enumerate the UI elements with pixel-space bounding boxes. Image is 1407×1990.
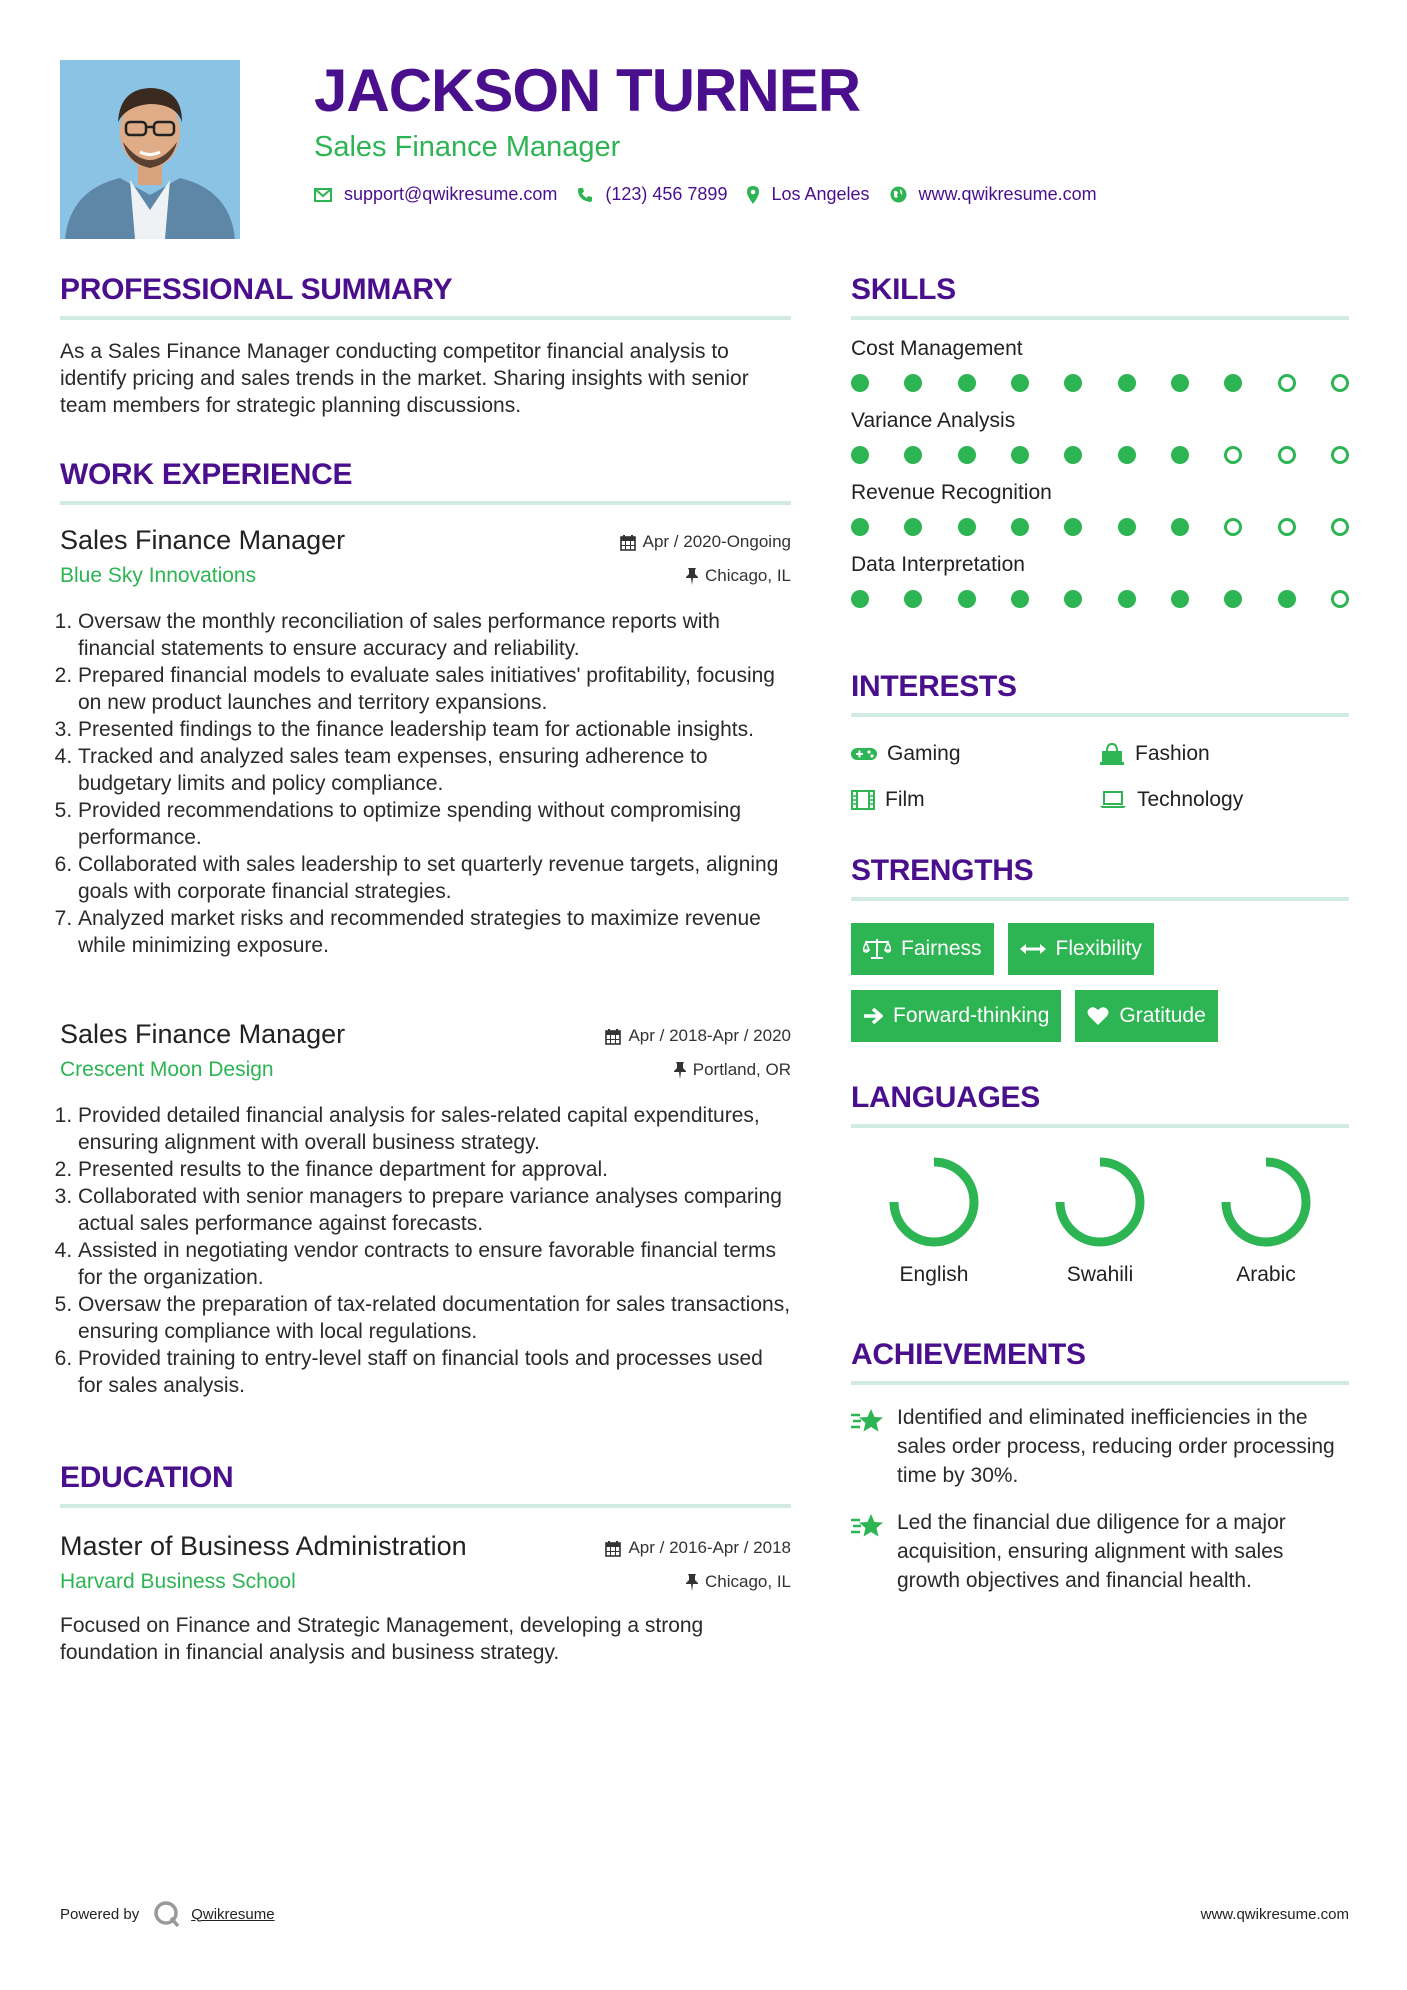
location-text: Los Angeles <box>771 184 870 204</box>
job-entry <box>60 524 791 959</box>
skill-dot-filled <box>1224 590 1242 608</box>
job-company: Blue Sky Innovations <box>60 564 257 587</box>
interest-item <box>851 787 1099 813</box>
interest-item <box>1099 787 1349 813</box>
education-location <box>686 1572 791 1592</box>
skill-dot-empty <box>1331 590 1349 608</box>
duty-item: 1. Oversaw the monthly reconciliation of sales performance reports with financial statements to ensure accuracy and reliability. <box>78 608 791 662</box>
skill-dot-empty <box>1224 518 1242 536</box>
language-item <box>1017 1154 1183 1288</box>
language-label: Swahili <box>1066 1263 1134 1286</box>
duty-item: 3. Presented findings to the finance leadership team for actionable insights. <box>78 716 791 743</box>
duty-item: 6. Collaborated with sales leadership to set quarterly revenue targets, aligning goals with corporate financial strategies. <box>78 851 791 905</box>
skill-dot-empty <box>1278 446 1296 464</box>
strength-label: Flexibility <box>1055 937 1142 960</box>
map-marker-icon <box>747 186 759 204</box>
achievements-heading: ACHIEVEMENTS <box>851 1338 1086 1371</box>
skill-dot-empty <box>1331 374 1349 392</box>
skill-dot-filled <box>851 374 869 392</box>
footer-branding <box>60 1900 275 1928</box>
interest-item <box>851 741 1099 767</box>
job-company: Crescent Moon Design <box>60 1058 274 1081</box>
interest-label: Gaming <box>887 742 961 765</box>
skill-rating <box>851 374 1349 392</box>
calendar-icon <box>620 534 636 551</box>
skill-dot-filled <box>1011 374 1029 392</box>
education-description: Focused on Finance and Strategic Management, developing a strong foundation in financial analysis and business strategy. <box>60 1614 704 1664</box>
skill-dot-filled <box>958 446 976 464</box>
degree-title: Master of Business Administration <box>60 1531 467 1561</box>
skill-rating <box>851 446 1349 464</box>
interest-item <box>1099 741 1349 767</box>
star-icon <box>851 1407 885 1435</box>
skill-dot-filled <box>851 446 869 464</box>
skill-dot-filled <box>1118 590 1136 608</box>
language-label: Arabic <box>1236 1263 1296 1286</box>
duty-item: 4. Assisted in negotiating vendor contracts to ensure favorable financial terms for the organization. <box>78 1237 791 1291</box>
interest-label: Film <box>885 788 925 811</box>
section-divider <box>60 501 791 505</box>
section-divider <box>851 1381 1349 1385</box>
education-date <box>605 1538 791 1558</box>
skill-dot-filled <box>1064 518 1082 536</box>
job-duties <box>60 608 791 959</box>
section-divider <box>851 897 1349 901</box>
laptop-icon <box>1099 791 1127 809</box>
skill-dot-filled <box>1011 446 1029 464</box>
duty-item: 1. Provided detailed financial analysis for sales-related capital expenditures, ensuring alignment with overall business strategy. <box>78 1102 791 1156</box>
contact-phone[interactable] <box>577 184 727 205</box>
qwikresume-link[interactable]: Qwikresume <box>191 1905 275 1923</box>
skill-dot-filled <box>1064 446 1082 464</box>
duty-item: 7. Analyzed market risks and recommended strategies to maximize revenue while minimizing exposure. <box>78 905 791 959</box>
school-name: Harvard Business School <box>60 1570 296 1593</box>
skill-name: Data Interpretation <box>851 553 1025 576</box>
job-duties <box>60 1102 791 1399</box>
profile-photo <box>60 60 240 239</box>
skill-dot-filled <box>904 374 922 392</box>
strength-tag <box>851 990 1061 1042</box>
interest-label: Technology <box>1137 788 1244 811</box>
duty-item: 3. Collaborated with senior managers to prepare variance analyses comparing actual sales performance against forecasts. <box>78 1183 791 1237</box>
job-location-text: Chicago, IL <box>705 566 791 585</box>
language-proficiency-ring <box>1218 1154 1314 1250</box>
website-text: www.qwikresume.com <box>918 184 1097 204</box>
skill-dot-filled <box>1171 374 1189 392</box>
achievement-item <box>851 1508 1349 1595</box>
skill-item <box>851 480 1349 536</box>
candidate-name: JACKSON TURNER <box>314 57 861 124</box>
strength-tag <box>851 923 994 975</box>
candidate-title: Sales Finance Manager <box>314 131 621 163</box>
skill-dot-filled <box>1278 590 1296 608</box>
skills-heading: SKILLS <box>851 273 956 306</box>
skill-dot-filled <box>1171 590 1189 608</box>
section-divider <box>60 316 791 320</box>
summary-text: As a Sales Finance Manager conducting competitor financial analysis to identify pricing and sales trends in the market. Sharing insights with senior team members for strategic planning discussions. <box>60 340 749 417</box>
pushpin-icon <box>686 568 698 585</box>
job-title: Sales Finance Manager <box>60 525 346 555</box>
experience-heading: WORK EXPERIENCE <box>60 458 353 491</box>
skills-section <box>851 272 1349 608</box>
skill-dot-filled <box>1171 446 1189 464</box>
globe-icon <box>890 186 907 203</box>
star-icon <box>851 1512 885 1540</box>
duty-item: 2. Prepared financial models to evaluate sales initiatives' profitability, focusing on new product launches and territory expansions. <box>78 662 791 716</box>
job-location <box>674 1060 791 1080</box>
language-progress-arc <box>1060 1162 1140 1242</box>
interest-label: Fashion <box>1135 742 1210 765</box>
job-title: Sales Finance Manager <box>60 1019 346 1049</box>
education-date-text: Apr / 2016-Apr / 2018 <box>628 1538 791 1557</box>
skill-dot-filled <box>1064 374 1082 392</box>
calendar-icon <box>605 1540 621 1557</box>
contact-website[interactable] <box>890 184 1097 205</box>
gamepad-icon <box>851 746 877 762</box>
skill-dot-filled <box>1064 590 1082 608</box>
languages-section <box>851 1080 1349 1288</box>
skill-dot-filled <box>958 590 976 608</box>
job-date <box>620 532 791 552</box>
film-icon <box>851 790 875 810</box>
skill-dot-filled <box>958 374 976 392</box>
strength-label: Fairness <box>901 937 982 960</box>
skill-dot-filled <box>1118 446 1136 464</box>
resume-header <box>314 58 1354 205</box>
education-heading: EDUCATION <box>60 1461 234 1494</box>
language-progress-arc <box>894 1162 974 1242</box>
skill-name: Variance Analysis <box>851 409 1016 432</box>
duty-item: 5. Oversaw the preparation of tax-related documentation for sales transactions, ensuring compliance with local regulations. <box>78 1291 791 1345</box>
skill-dot-filled <box>1224 374 1242 392</box>
balance-scale-icon <box>863 938 891 960</box>
skill-dot-filled <box>851 518 869 536</box>
skill-rating <box>851 590 1349 608</box>
skill-dot-empty <box>1278 518 1296 536</box>
skill-dot-filled <box>1011 590 1029 608</box>
language-progress-arc <box>1226 1162 1306 1242</box>
job-date <box>605 1026 791 1046</box>
experience-section <box>60 457 791 505</box>
summary-heading: PROFESSIONAL SUMMARY <box>60 273 453 306</box>
skill-item <box>851 552 1349 608</box>
duty-item: 4. Tracked and analyzed sales team expenses, ensuring adherence to budgetary limits and policy compliance. <box>78 743 791 797</box>
language-item <box>851 1154 1017 1288</box>
skill-dot-empty <box>1278 374 1296 392</box>
education-location-text: Chicago, IL <box>705 1572 791 1591</box>
skill-dot-empty <box>1224 446 1242 464</box>
summary-section <box>60 272 791 419</box>
job-entry <box>60 1018 791 1399</box>
pushpin-icon <box>674 1062 686 1079</box>
skill-dot-filled <box>904 446 922 464</box>
skill-dot-filled <box>1171 518 1189 536</box>
achievements-section <box>851 1337 1349 1595</box>
pushpin-icon <box>686 1574 698 1591</box>
phone-icon <box>577 187 593 203</box>
duty-item: 2. Presented results to the finance department for approval. <box>78 1156 791 1183</box>
skill-rating <box>851 518 1349 536</box>
strengths-heading: STRENGTHS <box>851 854 1034 887</box>
contact-location <box>747 184 869 205</box>
contact-email[interactable] <box>314 184 557 205</box>
skill-dot-filled <box>1118 374 1136 392</box>
qwikresume-logo-icon <box>153 1900 181 1928</box>
skill-dot-filled <box>851 590 869 608</box>
strength-label: Gratitude <box>1119 1004 1206 1027</box>
languages-heading: LANGUAGES <box>851 1081 1040 1114</box>
section-divider <box>851 1124 1349 1128</box>
heart-icon <box>1087 1006 1109 1026</box>
strength-label: Forward-thinking <box>893 1004 1050 1027</box>
language-item <box>1183 1154 1349 1288</box>
phone-text: (123) 456 7899 <box>605 184 728 204</box>
powered-by-label: Powered by <box>60 1905 140 1923</box>
strength-tag <box>1075 990 1217 1042</box>
achievement-text: Led the financial due diligence for a major acquisition, ensuring alignment with sales growth objectives and financial health. <box>897 1511 1286 1592</box>
language-label: English <box>899 1263 969 1286</box>
footer-website[interactable]: www.qwikresume.com <box>1200 1906 1349 1923</box>
duty-item: 5. Provided recommendations to optimize spending without compromising performance. <box>78 797 791 851</box>
interests-heading: INTERESTS <box>851 670 1017 703</box>
duty-item: 6. Provided training to entry-level staff on financial tools and processes used for sales analysis. <box>78 1345 791 1399</box>
calendar-icon <box>605 1028 621 1045</box>
envelope-icon <box>314 188 332 202</box>
skill-item <box>851 408 1349 464</box>
achievement-text: Identified and eliminated inefficiencies in the sales order process, reducing order processing time by 30%. <box>897 1406 1335 1487</box>
language-proficiency-ring <box>1052 1154 1148 1250</box>
education-section <box>60 1460 791 1666</box>
job-date-text: Apr / 2020-Ongoing <box>642 532 791 551</box>
email-text: support@qwikresume.com <box>344 184 558 204</box>
interests-section <box>851 669 1349 813</box>
strength-tag <box>1008 923 1154 975</box>
skill-dot-filled <box>958 518 976 536</box>
job-date-text: Apr / 2018-Apr / 2020 <box>628 1026 791 1045</box>
skill-dot-filled <box>1118 518 1136 536</box>
contact-bar <box>314 184 1354 205</box>
job-location <box>686 566 791 586</box>
skill-name: Revenue Recognition <box>851 481 1052 504</box>
skill-dot-filled <box>1011 518 1029 536</box>
job-location-text: Portland, OR <box>692 1060 791 1079</box>
arrow-right-icon <box>863 1007 883 1025</box>
section-divider <box>851 713 1349 717</box>
strengths-section <box>851 853 1349 1057</box>
section-divider <box>60 1504 791 1508</box>
skill-dot-filled <box>904 590 922 608</box>
shopping-bag-icon <box>1099 743 1125 765</box>
language-proficiency-ring <box>886 1154 982 1250</box>
skill-dot-empty <box>1331 518 1349 536</box>
achievement-item <box>851 1403 1349 1490</box>
skill-name: Cost Management <box>851 337 1023 360</box>
arrows-horizontal-icon <box>1020 943 1046 955</box>
skill-item <box>851 336 1349 392</box>
skill-dot-filled <box>904 518 922 536</box>
section-divider <box>851 316 1349 320</box>
skill-dot-empty <box>1331 446 1349 464</box>
